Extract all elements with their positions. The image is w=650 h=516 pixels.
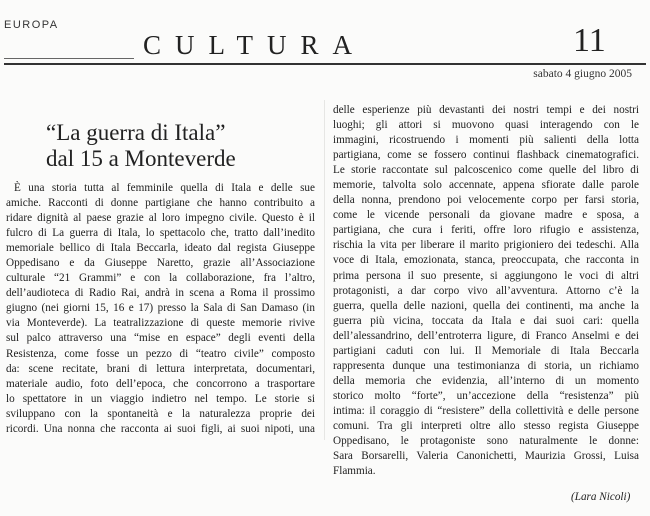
body-line: ricordi. Una nonna che racconta ai suoi figli, ai suoi nipoti, una [6,422,315,435]
body-line: comuni. Tra gli interpreti oltre allo stesso regista Giuseppe [333,419,639,432]
body-line: come le vicende personali da giovane madre e sposa, a [333,209,639,222]
dateline: sabato 4 giugno 2005 [533,68,632,80]
body-line: prima persona il suo presente, si aggiungono le voci di altri [333,269,639,282]
body-line: Sara Borsarelli, Valeria Canonichetti, Maurizia Grossi, Luisa [333,450,639,463]
body-line: Flammia. [333,465,376,478]
body-line: via Monteverde). La teatralizzazione di queste memorie rivive [6,317,315,330]
body-line: luoghi; gli attori si muovono quasi interagendo con le [333,119,639,132]
body-line: ridare dignità al paese grazie al loro impegno civile. Questo è il [6,212,315,225]
article-headline [46,120,316,172]
body-line: dell’alessandrino, dell’entroterra ligure, di Franco Anselmi e dei [333,329,639,342]
body-line: partigiani caduti con lui. Il Memoriale di Itala Beccarla [333,344,639,357]
body-line: sul palco attraverso una “mise en espace” degli eventi della [6,332,315,345]
body-line: Oppedisano, le protagoniste sono naturalmente le donne: [333,435,639,448]
body-line: È una storia tutta al femminile quella di Itala e delle sue [14,182,315,194]
body-line: della memoria che evidenzia, all’interno di un momento [333,374,639,387]
body-line: Le storie raccontate sul palcoscenico come quelle del libro di [333,164,639,177]
header-rule-short [4,58,134,59]
body-line: delle esperienze più devastanti dei nostri tempi e dei nostri [333,104,639,116]
body-line: rappresenta dunque una testimonianza di storia, un richiamo [333,359,639,372]
author-signature: (Lara Nicoli) [571,491,631,503]
body-line: sviluppano con la spontaneità e la naturalezza proprie dei [6,407,315,420]
column-divider [324,100,325,440]
body-line: rischia la vita per liberare il marito prigioniero dei tedeschi. Alla [333,239,639,252]
body-line: amiche. Racconti di donne partigiane che hanno contribuito a [6,197,315,210]
body-line: fulcro di La guerra di Itala, lo spettacolo che, tratto dall’inedito [6,227,315,240]
body-line: partigiana, che cura i feriti, offre loro rifugio e assistenza, [333,224,639,237]
body-line: culturale “21 Grammi” e con la collaborazione, fra l’altro, [6,272,315,285]
body-line: guerra, quella delle nazioni, quella dei continenti, ma anche la [333,299,639,312]
body-line: partigiana, come se fossero continui flashback cinematografici. [333,149,639,162]
body-line: immagini, ricostruendo i momenti più salienti della lotta [333,134,639,147]
body-line: memoriale bellico di Itala Beccarla, ideato dal regista Giuseppe [6,242,315,255]
body-line: Oppedisano e da Giuseppe Naretto, grazie all’Associazione [6,257,315,270]
body-line: voce di Itala, emozionata, stanca, preoccupata, che racconta in [333,254,639,267]
body-line: giugno (nei giorni 15, 16 e 17) presso la Sala di San Damaso (in [6,302,315,315]
body-line: intima: il coraggio di “resistere” della collettività e delle persone [333,404,639,417]
body-line: storico molto “forte”, un’accezione della “resistenza” più [333,389,639,402]
header-rule [4,63,646,65]
headline-line-2: dal 15 a Monteverde [46,146,236,171]
body-line: materiale audio, foto dell’epoca, che concorrono a trasportare [6,377,315,390]
section-kicker: CULTURA [143,30,367,60]
body-line: memorie, talvolta solo accennate, appena sfiorate dalle parole [333,179,639,192]
body-line: protagonisti, a dar corpo vivo all’avventura. Attorno c’è la [333,284,639,297]
article-body-right-column [333,103,639,479]
body-line: da: scene recitate, brani di lettura interpretata, documentari, [6,362,315,375]
body-line: Resistenza, come fosse un pezzo di “teatro civile” composto [6,347,315,360]
section-name: EUROPA [4,19,59,31]
body-line: lo spettatore in un viaggio indietro nel tempo. Le storie si [6,392,315,405]
body-line: della nonna, prendono poi velocemente corpo per farsi storia, [333,194,639,207]
page-number: 11 [573,22,606,59]
headline-line-1: “La guerra di Itala” [46,120,226,145]
body-line: guerra più vicina, toccata da Itala e dai suoi cari: quella [333,314,639,327]
article-body-left-column [6,181,315,437]
body-line: dell’audioteca di Radio Rai, andrà in scena a Roma il prossimo [6,287,315,300]
